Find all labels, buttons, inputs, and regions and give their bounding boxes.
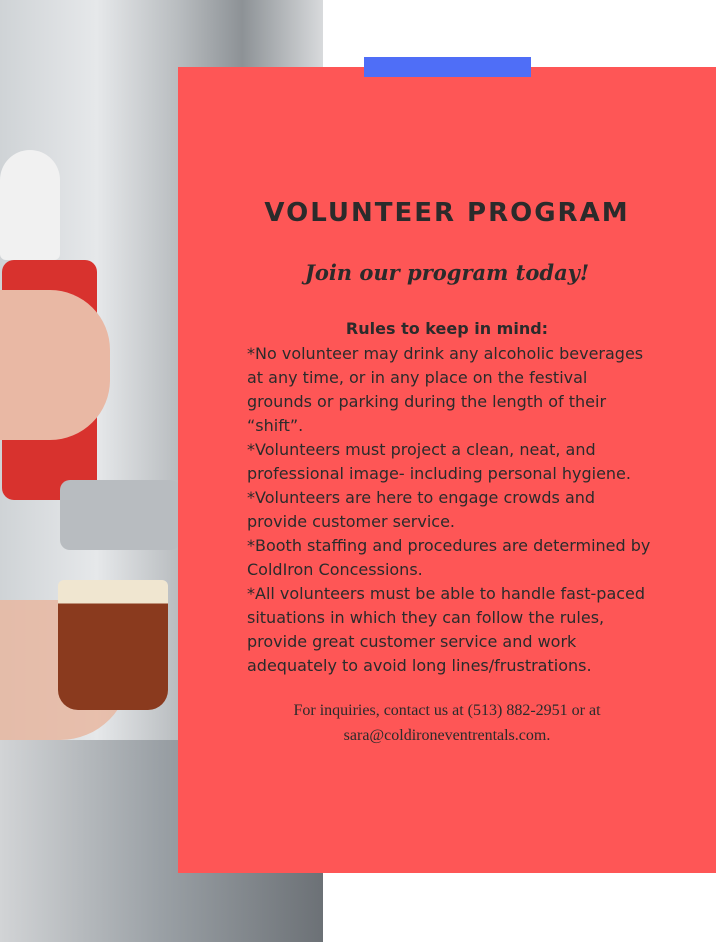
rule-item: *All volunteers must be able to handle fast-paced situations in which they can follow the rules, provide great customer service and work adequately to avoid long lines/frustrations.: [247, 584, 646, 675]
page-title: VOLUNTEER PROGRAM: [264, 198, 630, 228]
rule-item: *No volunteer may drink any alcoholic beverages at any time, or in any place on the festival grounds or parking during the length of their “shift”.: [247, 344, 644, 435]
rule-item: *Booth staffing and procedures are determined by ColdIron Concessions.: [247, 536, 651, 579]
faucet: [60, 480, 180, 550]
rules-list: [247, 342, 657, 678]
tap-handle-top: [0, 150, 60, 260]
subtitle: Join our program today!: [304, 260, 590, 285]
accent-bar: [364, 57, 531, 77]
contact-info: [178, 698, 716, 748]
rule-item: *Volunteers must project a clean, neat, and professional image- including personal hygiene.: [247, 440, 631, 483]
hand: [0, 290, 110, 440]
contact-email[interactable]: sara@coldironeventrentals.com.: [343, 727, 551, 744]
beer-glass: [58, 580, 168, 710]
rules-heading: Rules to keep in mind:: [345, 319, 549, 338]
contact-phone-line: For inquiries, contact us at (513) 882-2951 or at: [293, 702, 601, 719]
rule-item: *Volunteers are here to engage crowds and provide customer service.: [247, 488, 596, 531]
